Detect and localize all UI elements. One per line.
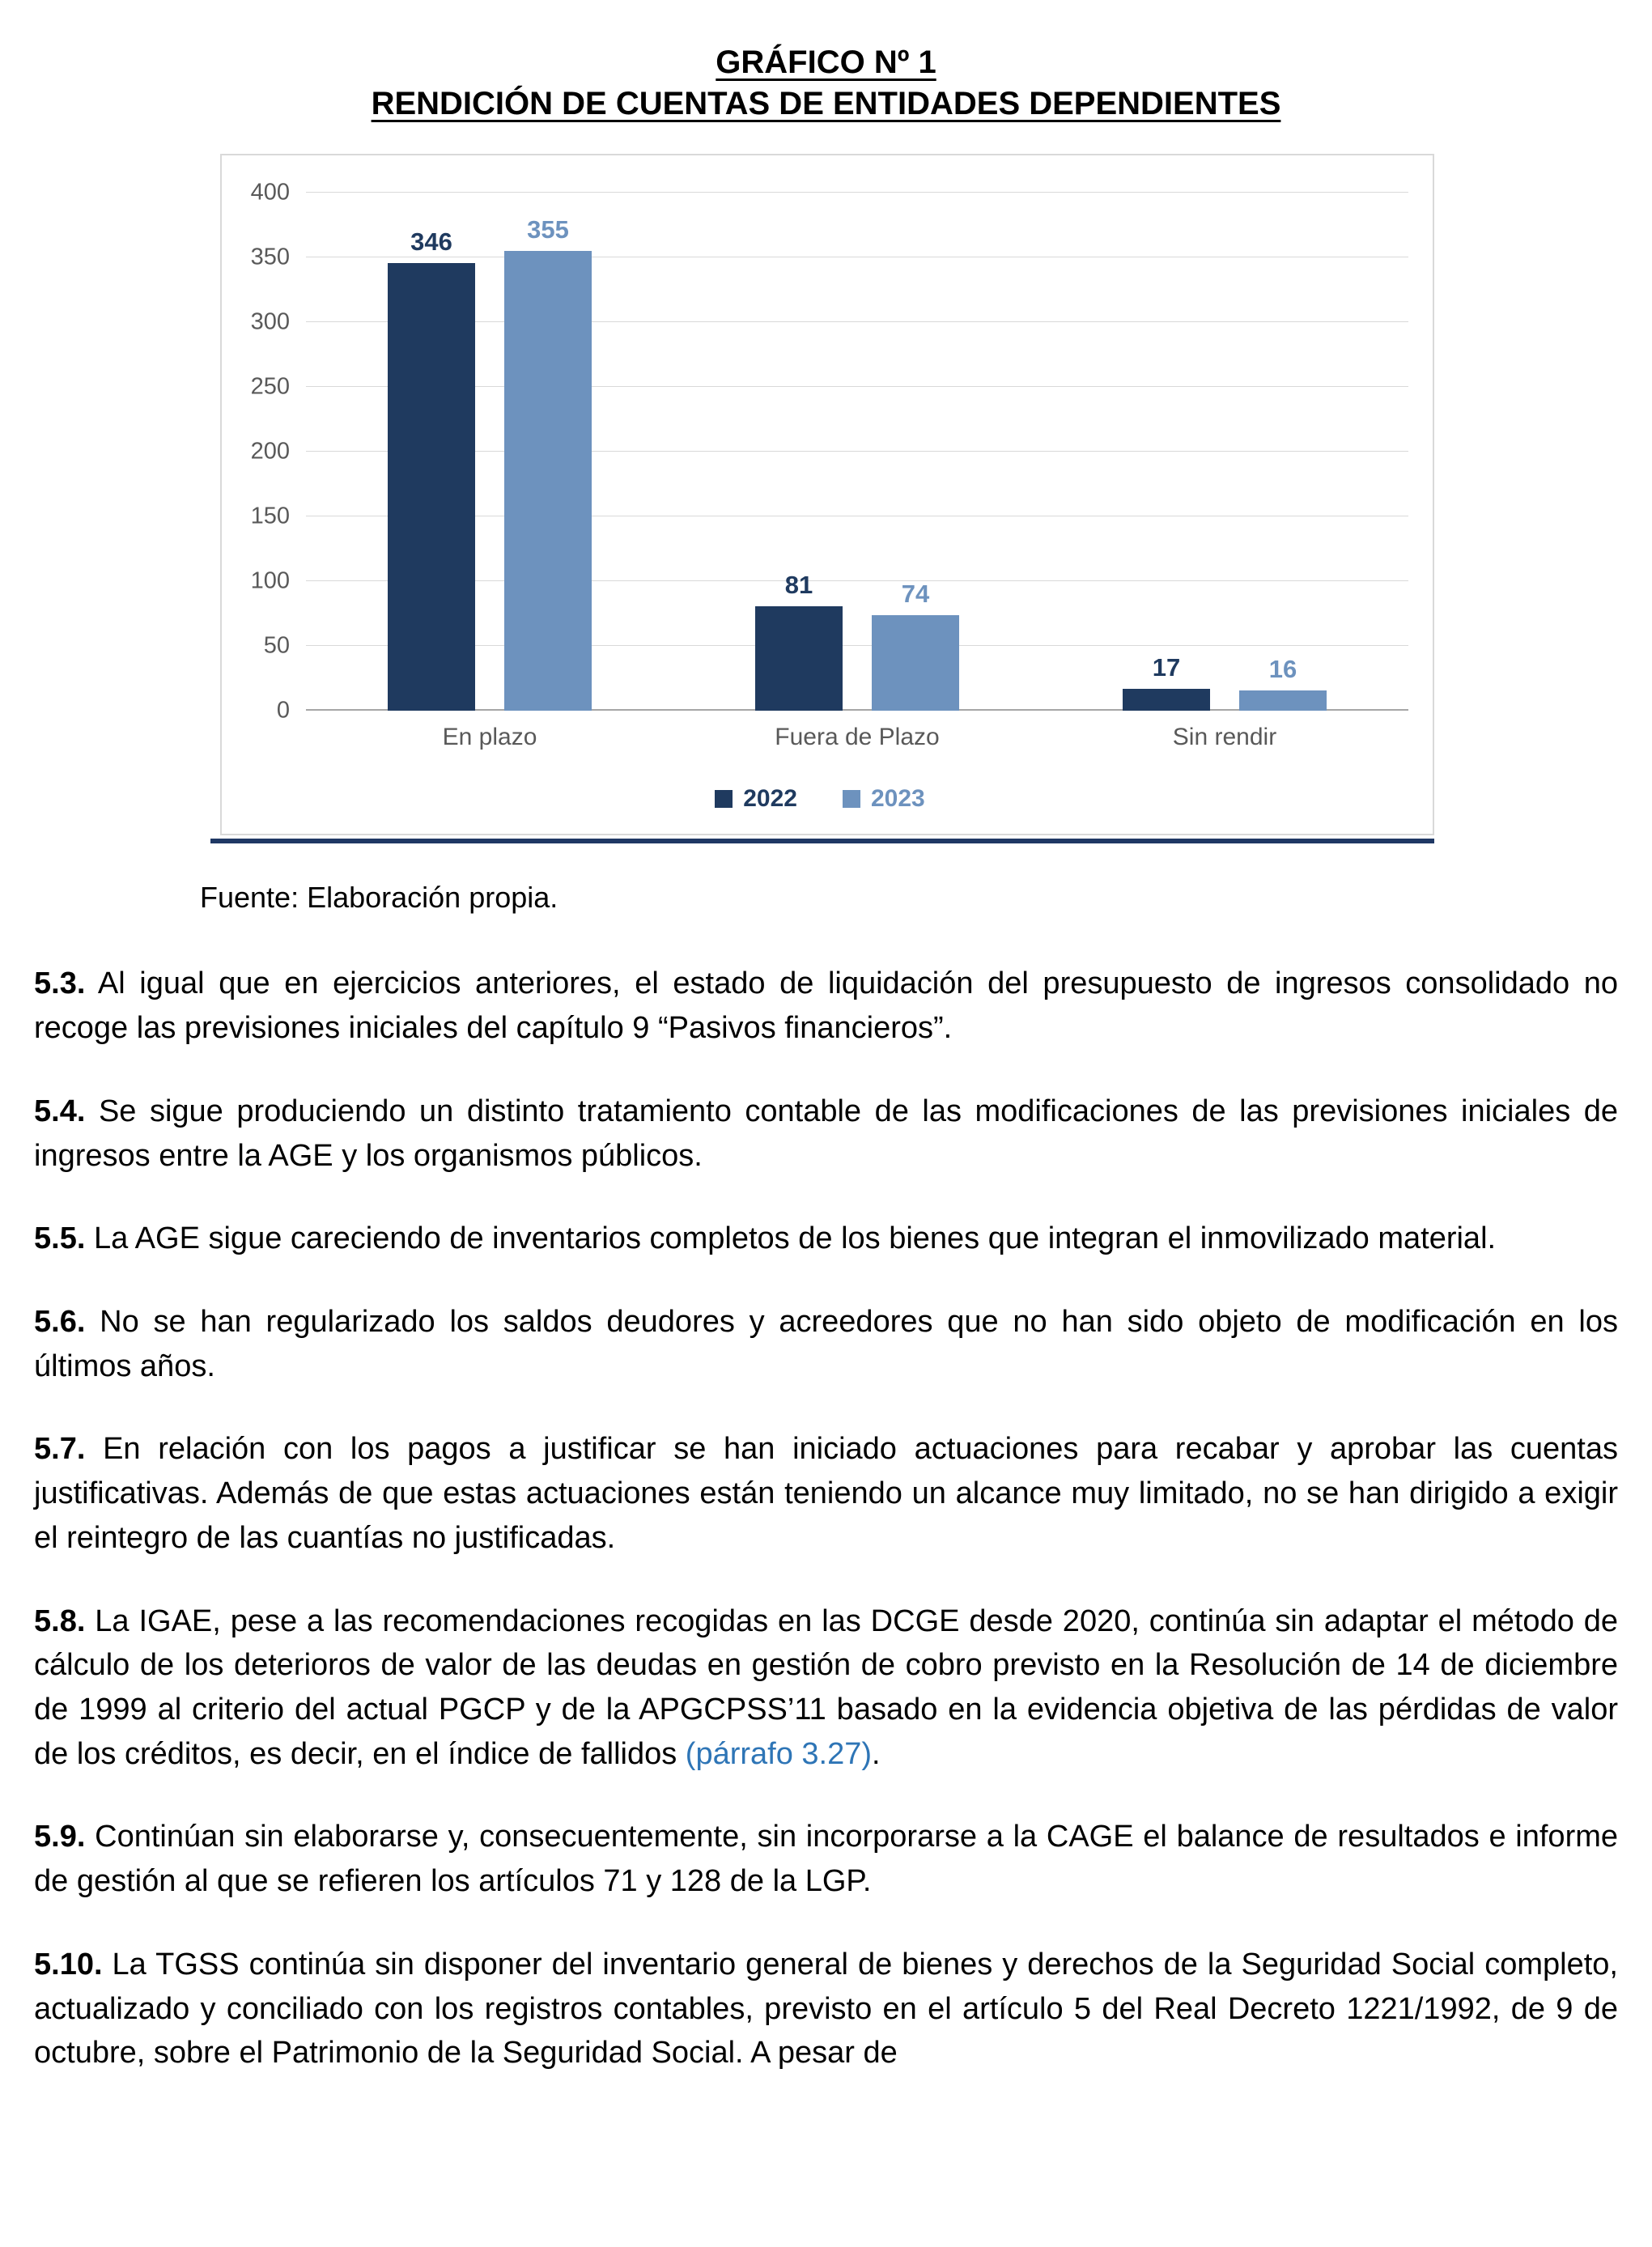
bar-value-label: 16	[1268, 654, 1297, 683]
y-axis	[231, 179, 306, 724]
paragraph-5-9	[34, 1815, 1618, 1903]
chart-title-line1: GRÁFICO Nº 1	[716, 45, 936, 80]
y-tick-label: 400	[250, 179, 290, 206]
legend-item-2022	[715, 785, 797, 813]
paragraph-text: La AGE sigue careciendo de inventarios completos de los bienes que integran el inmovilizado material.	[93, 1221, 1497, 1256]
paragraph-number: 5.6.	[34, 1304, 86, 1339]
chart-legend	[231, 785, 1408, 813]
y-tick-label: 150	[250, 503, 290, 529]
legend-swatch-icon	[843, 790, 860, 808]
paragraph-text: La IGAE, pese a las recomendaciones recogidas en las DCGE desde 2020, continúa sin adaptar el método de cálculo de los deterioros de valor de las deudas en gestión de cobro previsto en la Resolución de 14 de diciembre de 1999 al criterio del actual PGCP y de la APGCPSS’11 basado en la evidencia objetiva de las pérdidas de valor de los créditos, es decir, en el índice de fallidos	[34, 1603, 1619, 1771]
bar-value-label: 355	[527, 215, 569, 244]
x-axis	[231, 724, 1408, 751]
legend-item-2023	[843, 785, 925, 813]
legend-label: 2022	[743, 785, 797, 813]
paragraph-5-8	[34, 1599, 1618, 1777]
bar-group	[673, 193, 1041, 711]
legend-swatch-icon	[715, 790, 733, 808]
bar-column	[755, 571, 843, 711]
source-caption: Fuente: Elaboración propia.	[200, 881, 558, 915]
paragraph-text: En relación con los pagos a justificar se han iniciado actuaciones para recabar y aprobar las cuentas justificativas. Además de que estas actuaciones están teniendo un alcance muy limitado, no se han dirigido a exigir el reintegro de las cuantías no justificadas.	[34, 1432, 1618, 1555]
paragraph-5-5	[34, 1217, 1618, 1261]
y-tick-label: 350	[250, 244, 290, 270]
bar-2023-Fuera de Plazo	[872, 615, 959, 711]
cross-reference-link[interactable]: (párrafo 3.27)	[685, 1736, 873, 1771]
bar-chart	[220, 154, 1434, 843]
plot-area	[306, 193, 1408, 711]
paragraph-text-after: .	[872, 1736, 881, 1771]
paragraph-number: 5.7.	[34, 1432, 86, 1467]
paragraph-number: 5.10.	[34, 1947, 103, 1982]
paragraph-5-7	[34, 1427, 1618, 1560]
y-tick-label: 0	[276, 697, 290, 724]
paragraph-5-4	[34, 1090, 1618, 1178]
bar-value-label: 74	[901, 579, 930, 608]
y-tick-label: 100	[250, 567, 290, 594]
bar-2023-En plazo	[504, 251, 592, 711]
bar-2023-Sin rendir	[1239, 690, 1327, 711]
bar-2022-En plazo	[388, 263, 475, 711]
bar-value-label: 81	[784, 570, 813, 599]
y-tick-label: 250	[250, 373, 290, 400]
paragraph-text: Al igual que en ejercicios anteriores, el estado de liquidación del presupuesto de ingresos consolidado no recoge las previsiones iniciales del capítulo 9 “Pasivos financieros”.	[34, 966, 1618, 1046]
paragraph-number: 5.5.	[34, 1221, 86, 1256]
y-tick-label: 50	[263, 632, 290, 659]
y-tick-label: 300	[250, 308, 290, 335]
bar-column	[388, 227, 475, 711]
bar-column	[872, 580, 959, 711]
paragraph-number: 5.3.	[34, 966, 86, 1001]
paragraph-text: No se han regularizado los saldos deudores y acreedores que no han sido objeto de modificación en los últimos años.	[34, 1304, 1618, 1383]
chart-plot-box	[220, 154, 1434, 835]
paragraph-number: 5.9.	[34, 1820, 86, 1854]
bar-group	[1041, 193, 1408, 711]
x-axis-spacer	[231, 724, 306, 751]
bar-value-label: 17	[1152, 653, 1181, 682]
paragraph-5-3	[34, 962, 1618, 1050]
bar-group	[306, 193, 673, 711]
chart-title-line2: RENDICIÓN DE CUENTAS DE ENTIDADES DEPENDIENTES	[371, 86, 1281, 122]
paragraph-number: 5.8.	[34, 1603, 86, 1638]
chart-main	[231, 179, 1408, 724]
paragraph-number: 5.4.	[34, 1094, 86, 1128]
paragraph-text: La TGSS continúa sin disponer del inventario general de bienes y derechos de la Seguridad Social completo, actualizado y conciliado con los registros contables, previsto en el artículo 5 del Real Decreto 1221/1992, de 9 de octubre, sobre el Patrimonio de la Seguridad Social. A pesar de	[34, 1947, 1618, 2071]
bar-column	[1123, 653, 1210, 711]
paragraph-text: Se sigue produciendo un distinto tratamiento contable de las modificaciones de las previsiones iniciales de ingresos entre la AGE y los organismos públicos.	[34, 1094, 1619, 1173]
category-label: En plazo	[442, 724, 537, 751]
legend-label: 2023	[871, 785, 925, 813]
paragraph-text: Continúan sin elaborarse y, consecuentemente, sin incorporarse a la CAGE el balance de resultados e informe de gestión al que se refieren los artículos 71 y 128 de la LGP.	[34, 1820, 1619, 1899]
y-tick-label: 200	[250, 438, 290, 465]
bar-value-label: 346	[410, 227, 452, 256]
bar-column	[1239, 655, 1327, 711]
bar-column	[504, 215, 592, 711]
category-label: Sin rendir	[1172, 724, 1277, 751]
bar-2022-Fuera de Plazo	[755, 606, 843, 711]
paragraph-5-6	[34, 1300, 1618, 1388]
body-text	[34, 962, 1618, 2075]
bar-groups	[306, 193, 1408, 711]
bar-2022-Sin rendir	[1123, 689, 1210, 711]
category-labels	[306, 724, 1408, 751]
paragraph-5-10	[34, 1943, 1618, 2075]
category-label: Fuera de Plazo	[775, 724, 940, 751]
chart-title-block	[34, 42, 1618, 125]
chart-bottom-rule	[210, 839, 1434, 843]
